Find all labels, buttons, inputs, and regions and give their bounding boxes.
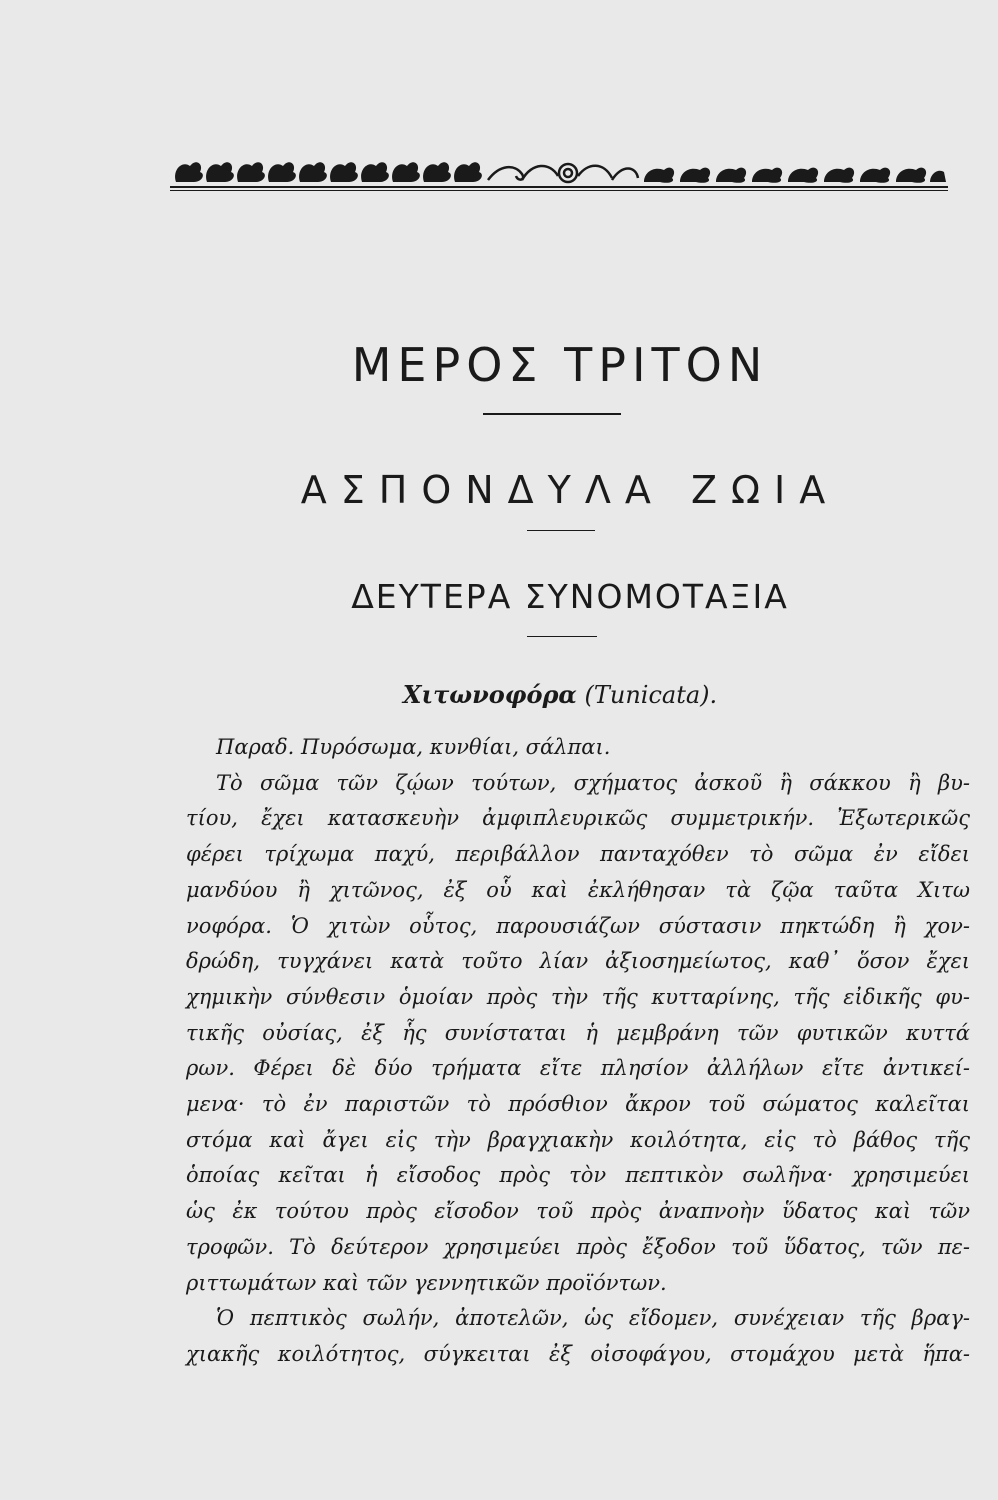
text-line: τίου, ἔχει κατασκευὴν ἀμφιπλευρικῶς συμμετρικήν. Ἐξωτερικῶς [186,806,970,831]
section-heading: ΔΕΥΤΕΡΑ ΣΥΝΟΜΟΤΑΞΙΑ [351,577,789,616]
text-line: νοφόρα. Ὁ χιτὼν οὗτος, παρουσιάζων σύστασιν πηκτώδη ἢ χον- [186,913,970,938]
text-line: Τὸ σῶμα τῶν ζῴων τούτων, σχήματος ἀσκοῦ ἢ σάκκου ἢ βυ- [216,770,970,795]
subject-heading: ΑΣΠΟΝΔΥΛΑ ΖΩΙΑ [300,468,840,512]
group-title-greek: Χιτωνοφόρα [402,680,577,709]
group-title-latin: (Tunicata). [584,681,718,709]
text-line: Παραδ. Πυρόσωμα, κυνθίαι, σάλπαι. [216,735,611,759]
text-line: ὡς ἐκ τούτου πρὸς εἴσοδον τοῦ πρὸς ἀναπνοὴν ὕδατος καὶ τῶν [186,1199,970,1224]
text-line: χιακῆς κοιλότητος, σύγκειται ἐξ οἰσοφάγου, στομάχου μετὰ ἥπα- [186,1341,970,1366]
text-line: χημικὴν σύνθεσιν ὁμοίαν πρὸς τὴν τῆς κυτταρίνης, τῆς εἰδικῆς φυ- [186,984,970,1009]
body-text [186,730,970,1373]
group-title [300,680,820,709]
heading-rule [483,413,621,415]
text-line: ρων. Φέρει δὲ δύο τρήματα εἴτε πλησίον ἀλλήλων εἴτε ἀντικεί- [186,1056,970,1081]
text-line: τροφῶν. Τὸ δεύτερον χρησιμεύει πρὸς ἔξοδον τοῦ ὕδατος, τῶν πε- [186,1234,970,1259]
heading-rule [527,636,597,637]
text-line: μανδύου ἢ χιτῶνος, ἐξ οὗ καὶ ἐκλήθησαν τὰ ζῷα ταῦτα Χιτω [186,877,970,902]
text-line: φέρει τρίχωμα παχύ, περιβάλλον πανταχόθεν τὸ σῶμα ἐν εἴδει [186,842,970,867]
text-line: Ὁ πεπτικὸς σωλήν, ἀποτελῶν, ὡς εἴδομεν, συνέχειαν τῆς βραγ- [216,1306,970,1331]
text-line: δρώδη, τυγχάνει κατὰ τοῦτο λίαν ἀξιοσημείωτος, καθ᾽ ὅσον ἔχει [186,949,970,974]
text-line: μενα· τὸ ἐν παριστῶν τὸ πρόσθιον ἄκρον τοῦ σώματος καλεῖται [186,1092,970,1117]
text-line: ριττωμάτων καὶ τῶν γεννητικῶν προϊόντων. [186,1270,667,1295]
decorative-border-ornament [170,152,948,192]
text-line: στόμα καὶ ἄγει εἰς τὴν βραγχιακὴν κοιλότητα, εἰς τὸ βάθος τῆς [186,1127,970,1152]
text-line: ὁποίας κεῖται ἡ εἴσοδος πρὸς τὸν πεπτικὸν σωλῆνα· χρησιμεύει [186,1163,970,1188]
text-line: τικῆς οὐσίας, ἐξ ἧς συνίσταται ἡ μεμβράνη τῶν φυτικῶν κυττά [186,1020,970,1045]
part-heading: ΜΕΡΟΣ ΤΡΙΤΟΝ [351,338,769,392]
heading-rule [527,530,595,531]
